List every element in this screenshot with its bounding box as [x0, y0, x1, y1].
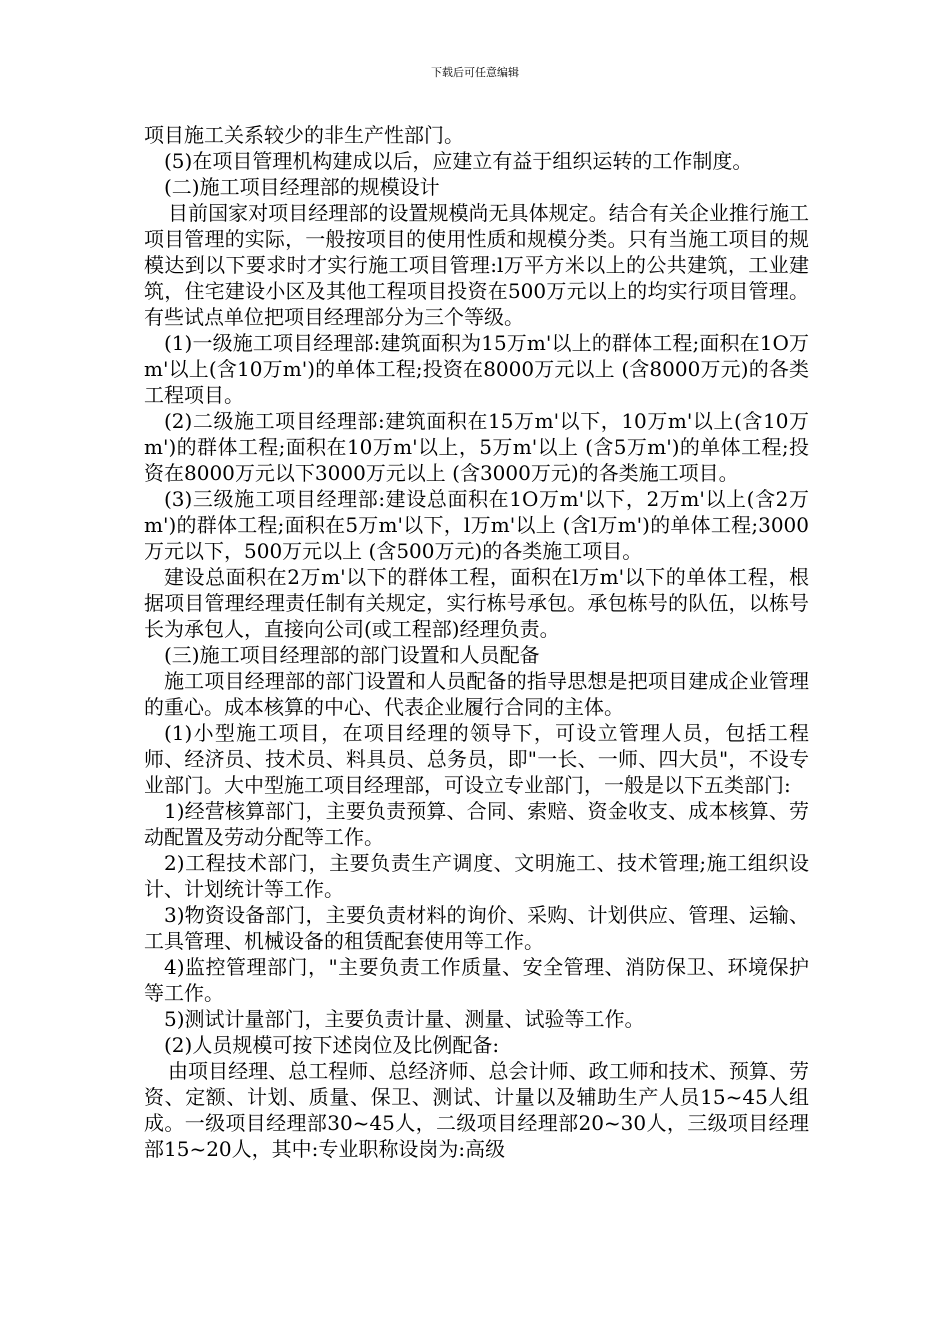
paragraph: 1)经营核算部门，主要负责预算、合同、索赔、资金收支、成本核算、劳动配置及劳动分配等工作。	[144, 799, 809, 849]
paragraph: 3)物资设备部门，主要负责材料的询价、采购、计划供应、管理、运输、工具管理、机械设备的租赁配套使用等工作。	[144, 903, 809, 953]
section-heading: (二)施工项目经理部的规模设计	[164, 175, 440, 199]
paragraph: 施工项目经理部的部门设置和人员配备的指导思想是把项目建成企业管理的重心。成本核算的中心、代表企业履行合同的主体。	[144, 669, 809, 719]
paragraph: 4)监控管理部门，"主要负责工作质量、安全管理、消防保卫、环境保护等工作。	[144, 955, 809, 1005]
paragraph: 5)测试计量部门，主要负责计量、测量、试验等工作。	[164, 1007, 645, 1031]
paragraph: (1)小型施工项目，在项目经理的领导下，可设立管理人员，包括工程师、经济员、技术员、料具员、总务员，即"一长、一师、四大员"，不设专业部门。大中型施工项目经理部，可设立专业部门，一般是以下五类部门:	[144, 721, 809, 797]
document-body	[144, 122, 809, 1162]
paragraph: 2)工程技术部门，主要负责生产调度、文明施工、技术管理;施工组织设计、计划统计等工作。	[144, 851, 809, 901]
paragraph: 由项目经理、总工程师、总经济师、总会计师、政工师和技术、预算、劳资、定额、计划、质量、保卫、测试、计量以及辅助生产人员15~45人组成。一级项目经理部30~45人，二级项目经理部20~30人，三级项目经理部15~20人，其中:专业职称设岗为:高级	[144, 1059, 809, 1161]
paragraph: 目前国家对项目经理部的设置规模尚无具体规定。结合有关企业推行施工项目管理的实际，一般按项目的使用性质和规模分类。只有当施工项目的规模达到以下要求时才实行施工项目管理:l万平方米以上的公共建筑，工业建筑，住宅建设小区及其他工程项目投资在500万元以上的均实行项目管理。有些试点单位把项目经理部分为三个等级。	[144, 201, 809, 329]
paragraph: (2)二级施工项目经理部:建筑面积在15万m'以下，10万m'以上(含10万m')的群体工程;面积在10万m'以上，5万m'以上 (含5万m')的单体工程;投资在8000万元以下3000万元以上 (含3000万元)的各类施工项目。	[144, 409, 809, 485]
paragraph: (5)在项目管理机构建成以后，应建立有益于组织运转的工作制度。	[164, 149, 753, 173]
paragraph: 建设总面积在2万m'以下的群体工程，面积在l万m'以下的单体工程，根据项目管理经理责任制有关规定，实行栋号承包。承包栋号的队伍，以栋号长为承包人，直接向公司(或工程部)经理负责。	[144, 565, 809, 641]
paragraph: 项目施工关系较少的非生产性部门。	[144, 123, 464, 147]
paragraph: (3)三级施工项目经理部:建设总面积在1O万m'以下，2万m'以上(含2万m')的群体工程;面积在5万m'以下，l万m'以上 (含l万m')的单体工程;3000万元以下，500万元以上 (含500万元)的各类施工项目。	[144, 487, 809, 563]
paragraph: (1)一级施工项目经理部:建筑面积为15万m'以上的群体工程;面积在1O万m'以上(含10万m')的单体工程;投资在8000万元以上 (含8000万元)的各类工程项目。	[144, 331, 809, 407]
paragraph: (2)人员规模可按下述岗位及比例配备:	[164, 1033, 500, 1057]
section-heading: (三)施工项目经理部的部门设置和人员配备	[164, 643, 540, 667]
page-header: 下载后可任意编辑	[431, 66, 519, 79]
